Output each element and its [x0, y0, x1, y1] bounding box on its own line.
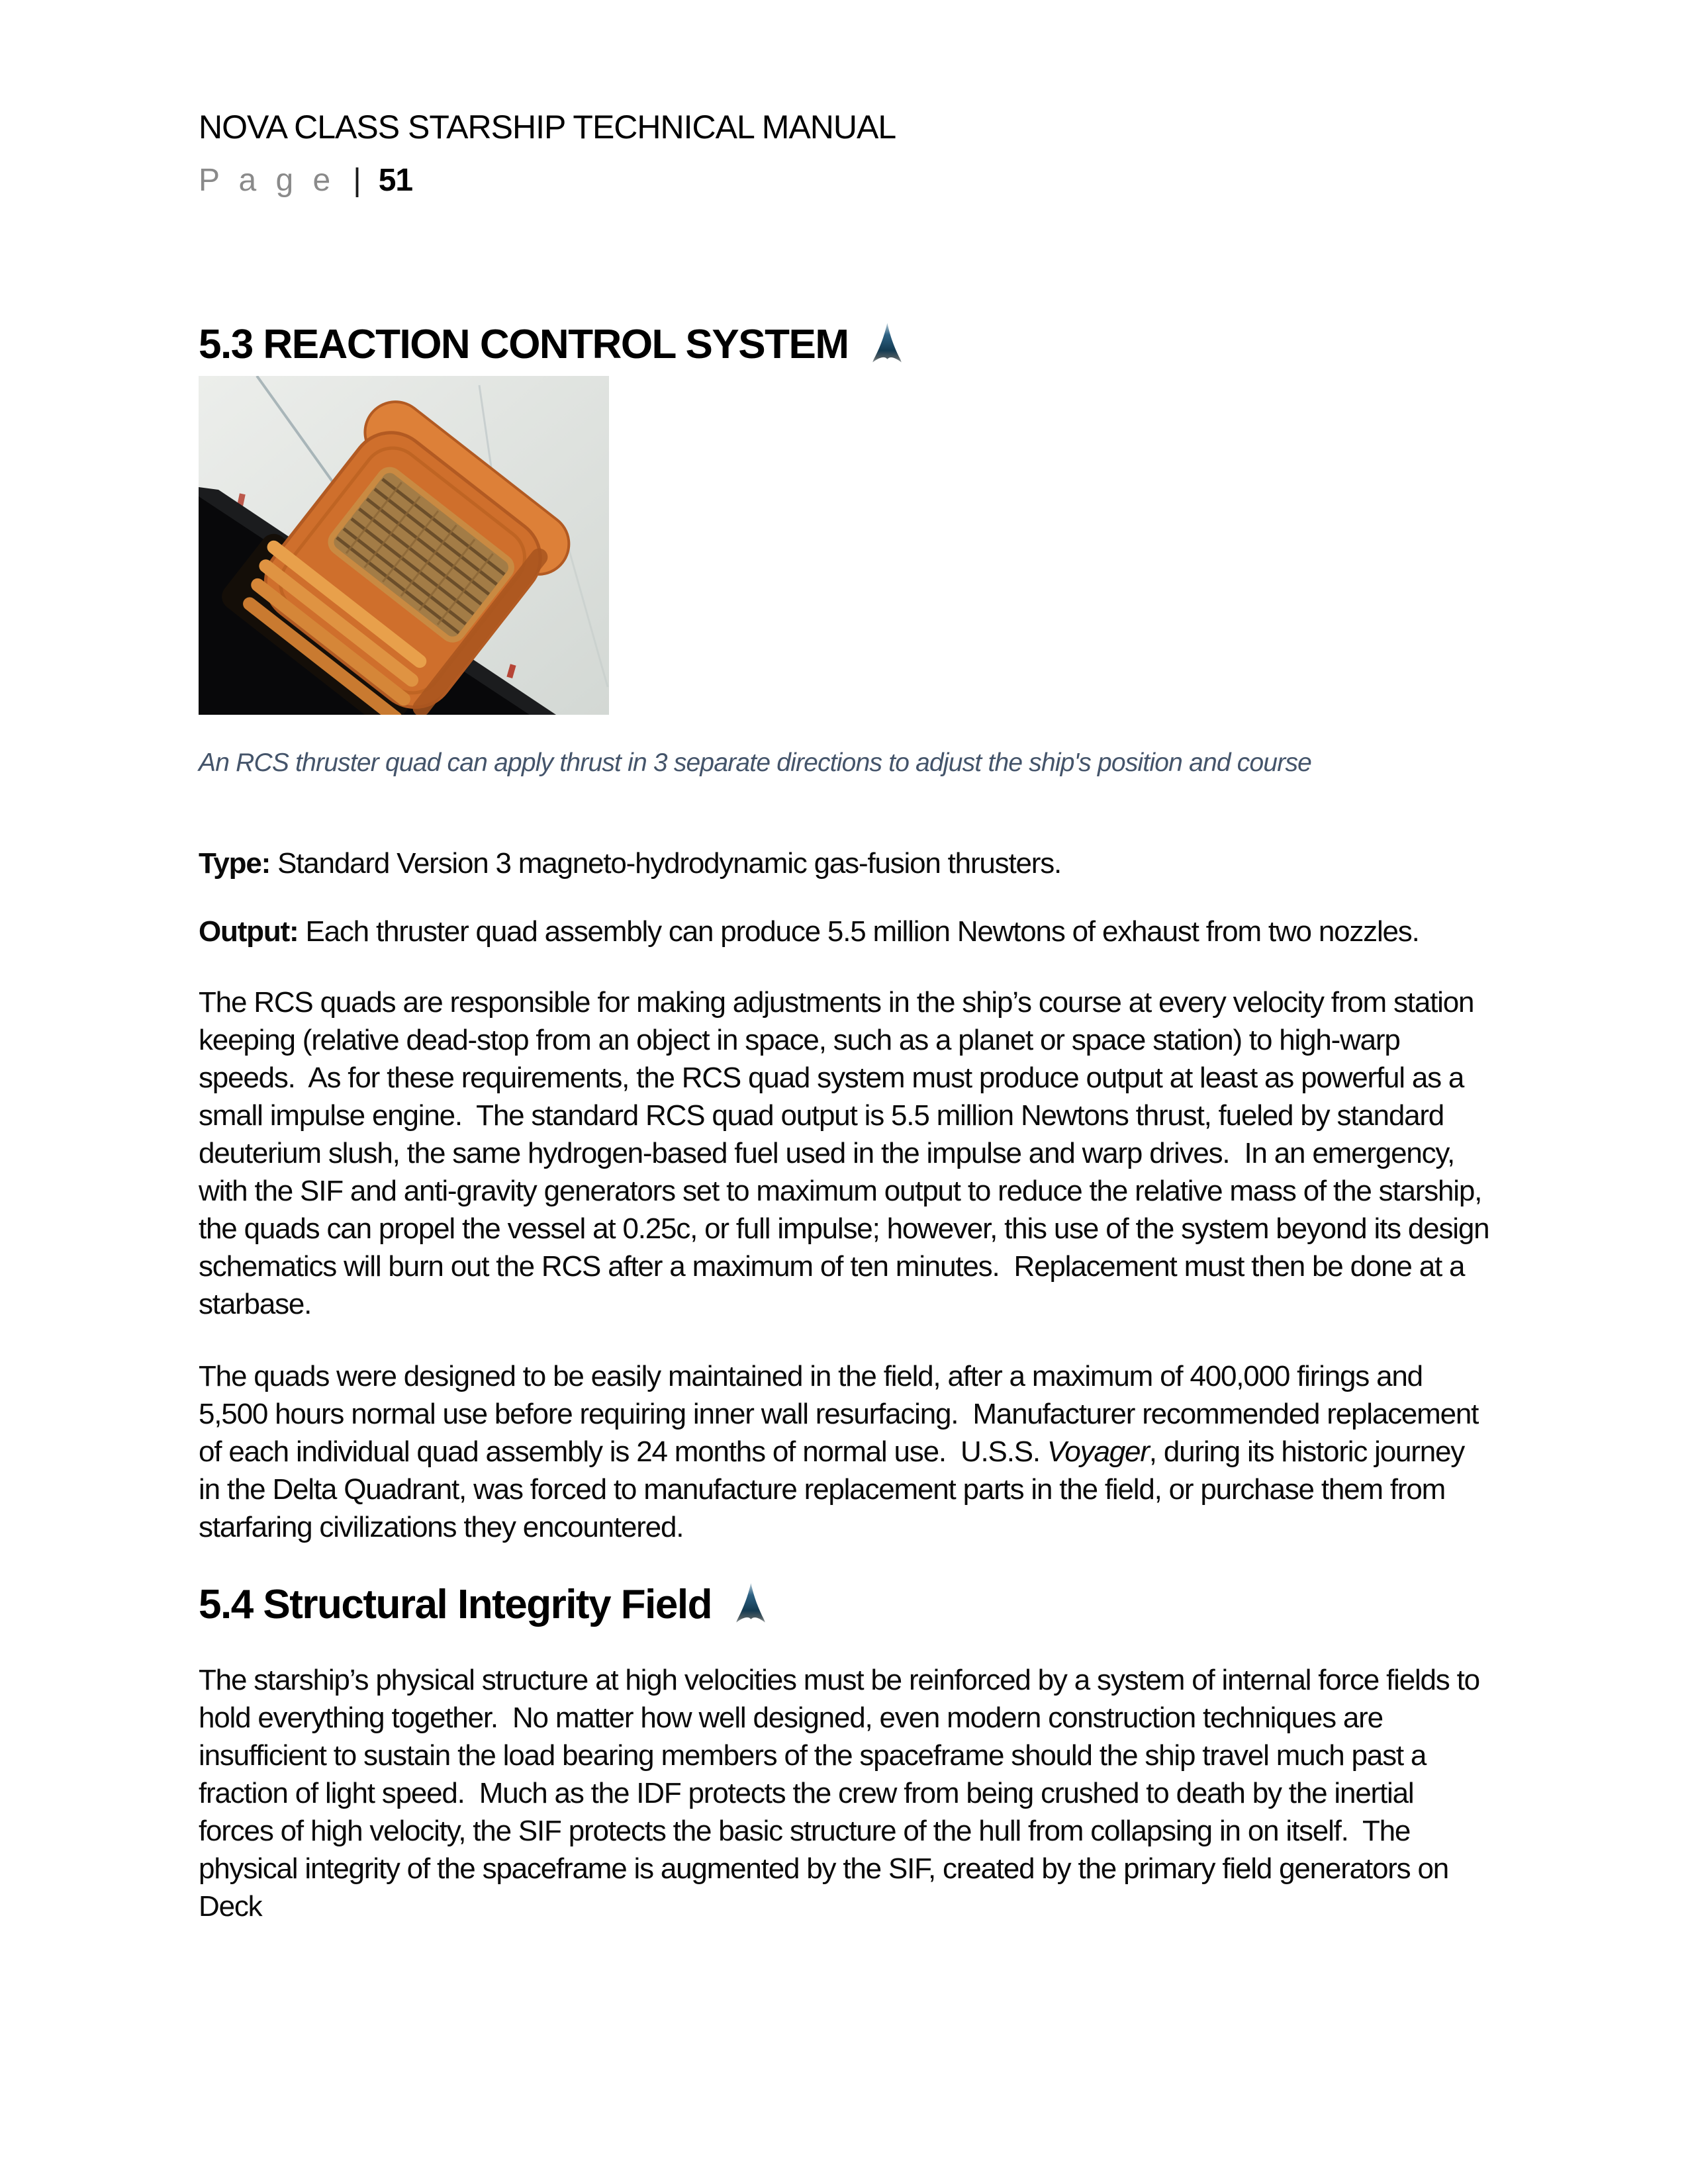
- type-value: Standard Version 3 magneto-hydrodynamic gas-fusion thrusters.: [270, 847, 1062, 880]
- voyager-ship-name: Voyager: [1047, 1435, 1149, 1468]
- type-spec: [199, 844, 1491, 882]
- section-heading-5-3: [199, 323, 1491, 367]
- document-header: [199, 0, 1491, 197]
- rcs-thruster-photo-graphic: [199, 376, 609, 715]
- type-label: Type:: [199, 847, 271, 880]
- starfleet-delta-icon: [872, 323, 902, 365]
- photo-caption: An RCS thruster quad can apply thrust in 3 separate directions to adjust the ship's position and course: [199, 749, 1312, 777]
- page-separator: |: [353, 163, 361, 198]
- section-heading-5-4-text: 5.4 Structural Integrity Field: [199, 1582, 712, 1627]
- paragraph-quad-maintenance-end: , during its historic journey in the Delta Quadrant, was forced to manufacture replacement parts in the field, or purchase them from starfaring civilizations they encountered.: [199, 1435, 1465, 1543]
- paragraph-quad-maintenance: [199, 1357, 1491, 1546]
- starfleet-delta-icon: [735, 1583, 766, 1625]
- output-label: Output:: [199, 915, 299, 948]
- output-value: Each thruster quad assembly can produce 5.5 million Newtons of exhaust from two nozzles.: [298, 915, 1419, 948]
- output-spec: [199, 913, 1491, 950]
- paragraph-structural-integrity: The starship’s physical structure at high velocities must be reinforced by a system of internal force fields to hold everything together. No matter how well designed, even modern construction techniques are insufficient to sustain the load bearing members of the spaceframe should the ship travel much past a fraction of light speed. Much as the IDF protects the crew from being crushed to death by the inertial forces of high velocity, the SIF protects the basic structure of the hull from collapsing in on itself. The physical integrity of the spaceframe is augmented by the SIF, created by the primary field generators on Deck: [199, 1664, 1479, 1923]
- page-number-line: [199, 164, 1491, 197]
- paragraph-rcs-quads: The RCS quads are responsible for making adjustments in the ship’s course at every velocity from station keeping (relative dead-stop from an object in space, such as a planet or space station) to high-warp speeds. As for these requirements, the RCS quad system must produce output at least as powerful as a small impulse engine. The standard RCS quad output is 5.5 million Newtons thrust, fueled by standard deuterium slush, the same hydrogen-based fuel used in the impulse and warp drives. In an emergency, with the SIF and anti-gravity generators set to maximum output to reduce the relative mass of the starship, the quads can propel the vessel at 0.25c, or full impulse; however, this use of the system beyond its design schematics will burn out the RCS after a maximum of ten minutes. Replacement must then be done at a starbase.: [199, 986, 1489, 1320]
- rcs-thruster-photo: [199, 376, 609, 715]
- page-number: 51: [378, 163, 413, 198]
- document-title: NOVA CLASS STARSHIP TECHNICAL MANUAL: [199, 109, 896, 146]
- page-word: P a g e: [199, 163, 336, 198]
- section-heading-5-3-text: 5.3 REACTION CONTROL SYSTEM: [199, 322, 849, 367]
- section-heading-5-4: [199, 1583, 1491, 1627]
- paragraph-quad-maintenance-start: The quads were designed to be easily maintained in the field, after a maximum of 400,000 firings and 5,500 hours normal use before requiring inner wall resurfacing. Manufacturer recommended replacement of each individual quad assembly is 24 months of normal use. U.S.S.: [199, 1360, 1479, 1468]
